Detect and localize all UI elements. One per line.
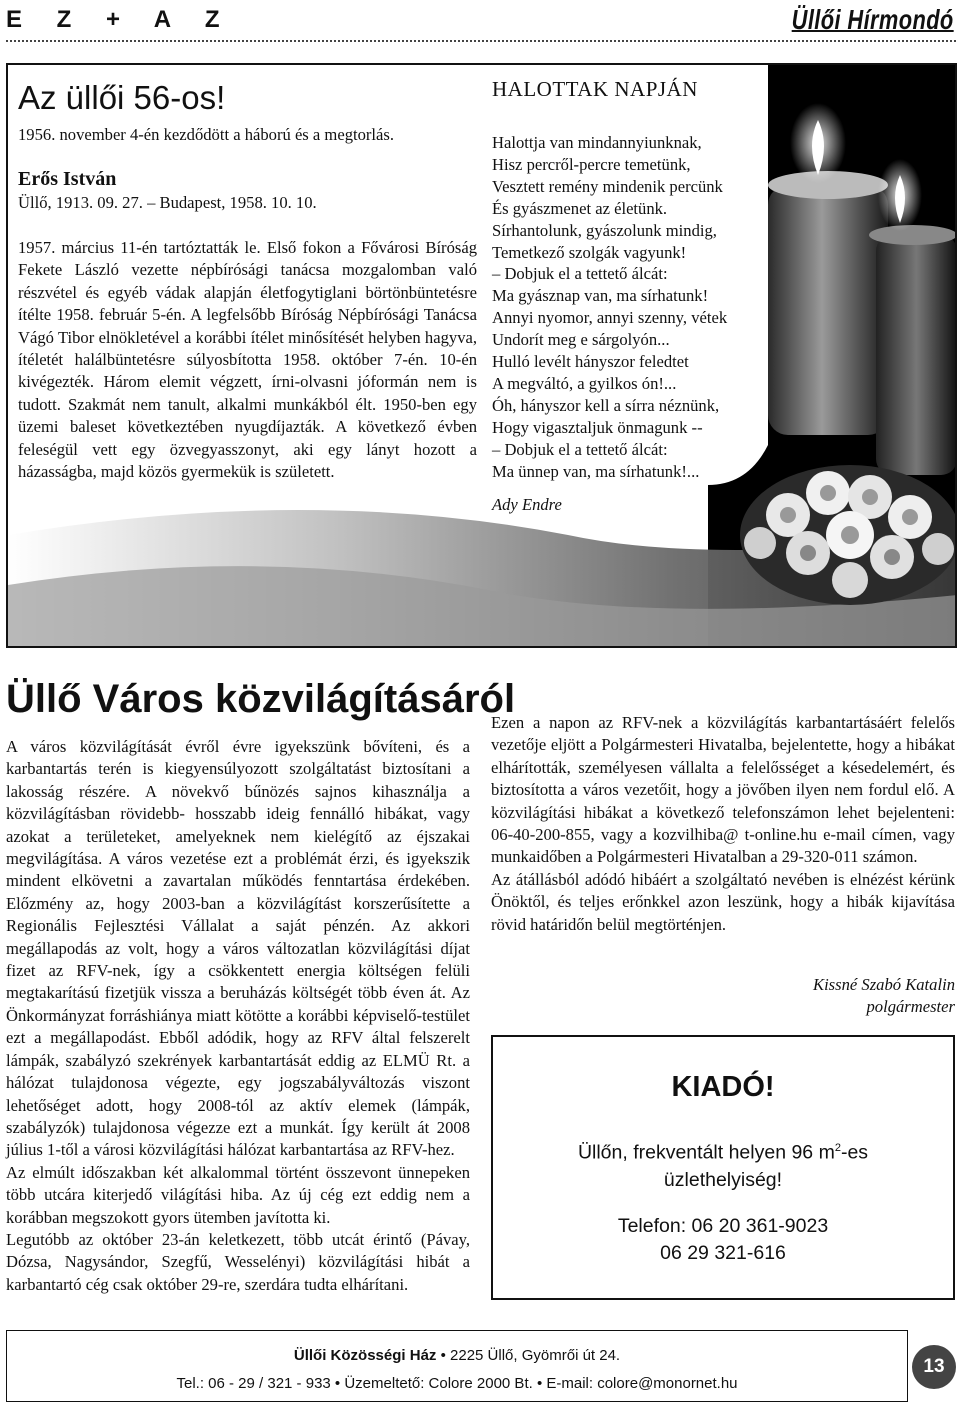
footer-line-organization: [7, 1347, 907, 1364]
article-paragraph: Ezen a napon az RFV-nek a közvilágítás karbantartásáért felelős vezetője eljött a Polgármesteri Hivatalba, bejelentette, hogy a hibákat elhárították, személyesen vállalta a felelősséget a késedelemért, és biztosította a város vezetőit, hogy a jövőben ilyen nem fordul elő. A közvilágítási hibákat a következő telefonszámon lehet bejelenteni: 06-40-200-855, vagy a kozvilhiba@ t-online.hu e-mail címen, vagy munkaidőben a Polgármesteri Hivatalban a 29-320-011 számon.: [491, 713, 955, 867]
lighting-article-right-column: [491, 712, 955, 936]
author-signature: [600, 974, 955, 1019]
ad-description: [523, 1135, 923, 1194]
rental-advertisement: [491, 1035, 955, 1300]
poem-author: Ady Endre: [492, 495, 562, 514]
poem-lines: [492, 132, 767, 483]
poem-line: Hulló levélt hányszor feledtet: [492, 352, 689, 372]
poem-line: Vesztett remény mindenik percünk: [492, 176, 723, 196]
ad-text-part: Üllőn, frekventált helyen 96 m: [577, 1141, 835, 1164]
article-paragraph: Legutóbb az október 23-án keletkezett, több utcát érintő (Pávay, Dózsa, Nagysándor, Szegfű, Wesselényi) közvilágítási hibát a karbantartó cég csak október 29-re, szerdára tudta elhárítani.: [6, 1229, 470, 1294]
poem-line: Sírhantolunk, gyászolunk mindig,: [492, 220, 717, 240]
signature-role: polgármester: [866, 997, 955, 1017]
poem-line: Annyi nyomor, annyi szenny, vétek: [492, 308, 728, 328]
poem-line: Undorít meg e sárgolyón...: [492, 330, 670, 350]
lighting-article-left-column: [6, 736, 470, 1296]
footer-phone: Tel.: 06 - 29 / 321 - 933: [176, 1375, 331, 1392]
poem-title: HALOTTAK NAPJÁN: [492, 77, 698, 101]
poem-line: Óh, hányszor kell a sírra néznünk,: [492, 395, 720, 415]
ad-phone-secondary: 06 29 321-616: [660, 1242, 786, 1264]
poem-line: Hisz percről-percre temetünk,: [492, 154, 691, 174]
footer-org-name: Üllői Közösségi Ház: [293, 1347, 437, 1364]
footer-address: 2225 Üllő, Gyömrői út 24.: [450, 1347, 621, 1364]
poem-line: És gyászmenet az életünk.: [492, 198, 668, 218]
memorial-article-subtitle: 1956. november 4-én kezdődött a háború és a megtorlás.: [18, 125, 395, 144]
poem-line: – Dobjuk el a tettető álcát:: [492, 264, 668, 284]
poem-line: – Dobjuk el a tettető álcát:: [492, 439, 668, 459]
footer-operator: Üzemeltető: Colore 2000 Bt.: [344, 1375, 533, 1392]
article-paragraph: Az elmúlt időszakban két alkalommal történt összevont ünnepeken több utcára kiterjedő világítási hiba. Az új cég ezt eddig nem a korábban megszokott gyors ütemben javította ki.: [6, 1162, 470, 1227]
header-dotted-rule: [6, 40, 956, 42]
ad-title: KIADÓ!: [671, 1071, 775, 1103]
footer-box: [6, 1330, 908, 1402]
poem-line: Temetkező szolgák vagyunk!: [492, 242, 687, 262]
poem-line: A megváltó, a gyilkos ón!...: [492, 373, 677, 393]
footer-email: E-mail: colore@monornet.hu: [546, 1375, 738, 1392]
flower-bouquet: [740, 465, 957, 605]
article-paragraph: A város közvilágítását évről évre igyekszünk bővíteni, és a karbantartás terén is kiegyensúlyozott szolgáltatást biztosítani a lakosság részére. A növekvő bűnözés sajnos kihasználja a közvilágításban rövidebb- hosszabb ideig fennálló hibákat, vagy azokat a területeket, amelyeknek nem kielégítő az éjszakai megvilágítása. A város vezetése ezt a problémát érzi, és igyekszik mindent elkövetni a zavartalan működés fenntartása érdekében. Előzmény az, hogy 2003-ban a közvilágítást korszerűsítette a Regionális Fejlesztési Vállalat a saját pénzén. Az akkori megállapodás az volt, hogy a város változatlan közvilágítási díjat fizet az RFV-nek, így a csökkentett energia költségen felüli megtakarítású fizetjük vissza a beruházás költségét több éven át. Az Önkormányzat forráshiánya miatt kötötte a korábbi képviselő-testület ezt a megállapodást. Ebből adódik, hogy az RFV által felszerelt lámpák, szabályzó szekrények karbantartását eddig az ELMÜ Rt. a hálózat tulajdonosa végezte, egy jogszabályváltozás viszont lehetőséget adott, hogy 2008-tól az aktív elemek (lámpák, szabályzók) tulajdonosa végezze ezt a munkát. Így került át 2008 július 1-től a városi közvilágítási hálózat karbantartása az RFV-hez.: [6, 737, 470, 1160]
memorial-article-title: Az üllői 56-os!: [18, 79, 226, 116]
article-paragraph: Az átállásból adódó hibáért a szolgáltató nevében is elnézést kérünk Önöktől, és teljes erőnkkel azon leszünk, hogy a hibák kijavítása rövid határidőn belül megtörténjen.: [491, 869, 955, 934]
poem-line: Ma gyásznap van, ma sírhatunk!: [492, 286, 709, 306]
footer-bullet: •: [440, 1347, 451, 1364]
footer-line-contact: [7, 1375, 907, 1392]
ad-text-part: -es üzlethelyiség!: [663, 1141, 869, 1191]
ad-superscript: 2: [834, 1142, 841, 1154]
lighting-article-title: Üllő Város közvilágításáról: [6, 677, 516, 721]
footer-bullet: •: [334, 1375, 345, 1392]
signature-name: Kissné Szabó Katalin: [813, 975, 955, 994]
ad-phone-primary: Telefon: 06 20 361-9023: [617, 1215, 829, 1237]
page-number-badge: 13: [912, 1345, 956, 1389]
person-dates: Üllő, 1913. 09. 27. – Budapest, 1958. 10. 10.: [18, 193, 317, 212]
person-name: Erős István: [18, 168, 117, 190]
memorial-article-body: 1957. március 11-én tartóztatták le. Első fokon a Fővárosi Bíróság Fekete László vezette népbírósági tanácsa mozgalomban való részvétel és egyéb vádak alapján életfogytiglani börtönbüntetésre ítélte 1958. február 5-én. A legfelsőbb Bíróság Népbírósági Tanácsa Vágó Tibor elnökletével a korábbi ítélet minősítését helyben hagyva, ítéletét halálbüntetésre súlyosbította 1958. október 7-én. 10-én kivégezték. Három elemit végzett, írni-olvasni jóformán nem is tudott. Szakmát nem tanult, alkalmi munkákból élt. 1950-ben egy üzemi baleset következtében nyugdíjazták. A következő évben feleségül vett egy özvegyasszonyt, aki egy lányt hozott a házasságba, majd közös gyermekük is született.: [18, 238, 477, 482]
poem-line: Hogy vigasztaljuk önmagunk --: [492, 417, 703, 437]
poem-line: Halottja van mindannyiunknak,: [492, 133, 702, 152]
memorial-panel: [6, 63, 957, 648]
poem-line: Ma ünnep van, ma sírhatunk!...: [492, 461, 700, 481]
footer-bullet: •: [536, 1375, 547, 1392]
section-label: E Z + A Z: [6, 6, 234, 33]
masthead: Üllői Hírmondó: [792, 4, 954, 35]
